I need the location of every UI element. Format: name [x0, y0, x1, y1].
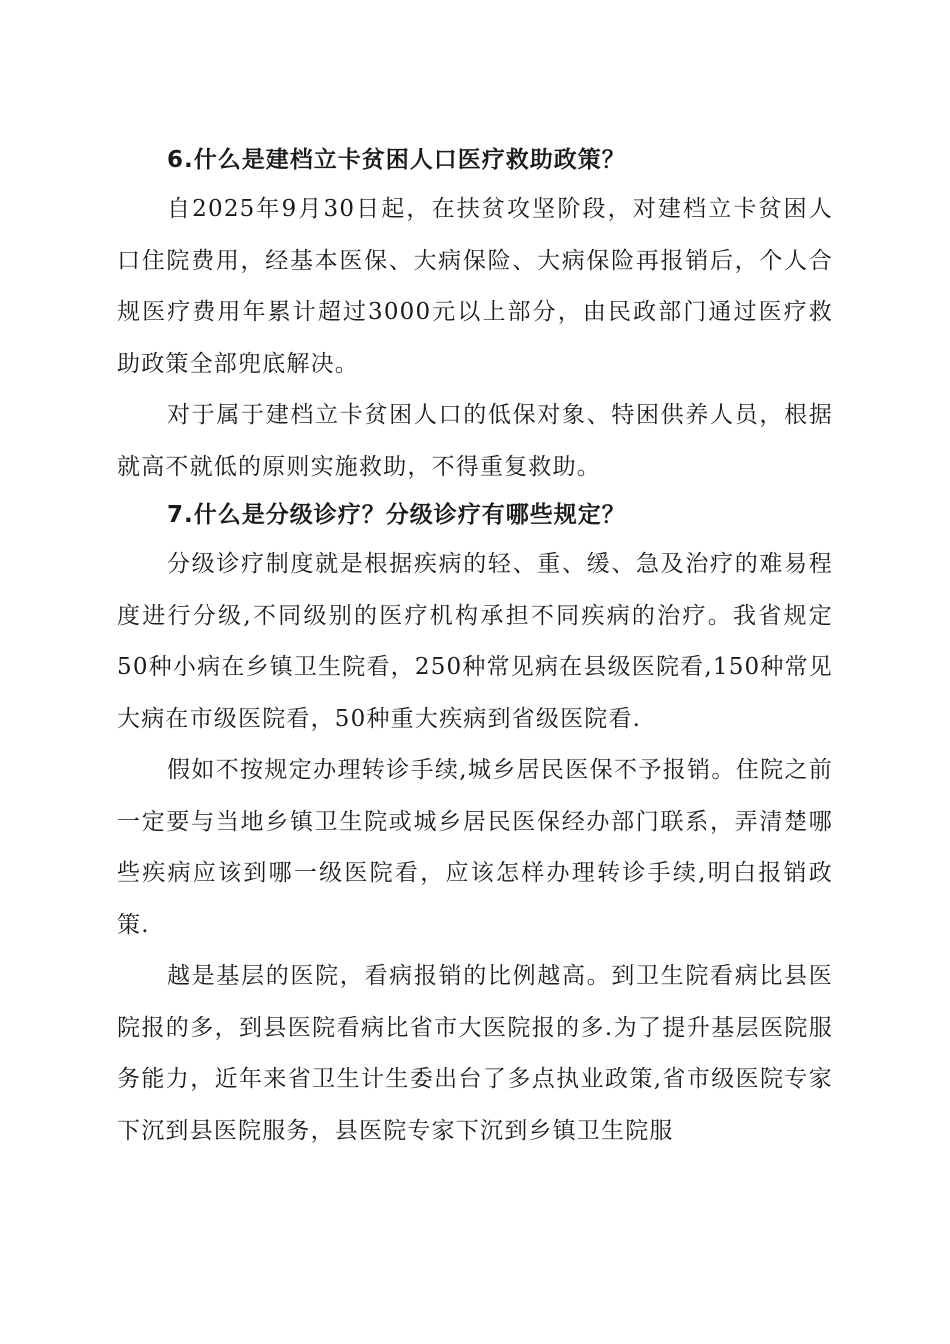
- document-page: [117, 140, 833, 1157]
- paragraph: 对于属于建档立卡贫困人口的低保对象、特困供养人员，根据就高不就低的原则实施救助，不得重复救助。: [117, 402, 833, 480]
- paragraph: 自2025年9月30日起，在扶贫攻坚阶段，对建档立卡贫困人口住院费用，经基本医保、大病保险、大病保险再报销后，个人合规医疗费用年累计超过3000元以上部分，由民政部门通过医疗救助政策全部兜底解决。: [117, 196, 833, 377]
- section-heading-6: 6.什么是建档立卡贫困人口医疗救助政策？: [167, 147, 626, 173]
- paragraph: 越是基层的医院，看病报销的比例越高。到卫生院看病比县医院报的多，到县医院看病比省市大医院报的多.为了提升基层医院服务能力，近年来省卫生计生委出台了多点执业政策,省市级医院专家下沉到县医院服务，县医院专家下沉到乡镇卫生院服: [117, 963, 833, 1144]
- paragraph: 分级诊疗制度就是根据疾病的轻、重、缓、急及治疗的难易程度进行分级,不同级别的医疗机构承担不同疾病的治疗。我省规定50种小病在乡镇卫生院看，250种常见病在县级医院看,150种常见大病在市级医院看，50种重大疾病到省级医院看.: [117, 551, 833, 732]
- section-heading-7: 7.什么是分级诊疗？分级诊疗有哪些规定？: [167, 502, 626, 528]
- paragraph: 假如不按规定办理转诊手续,城乡居民医保不予报销。住院之前一定要与当地乡镇卫生院或城乡居民医保经办部门联系，弄清楚哪些疾病应该到哪一级医院看，应该怎样办理转诊手续,明白报销政策.: [117, 757, 833, 938]
